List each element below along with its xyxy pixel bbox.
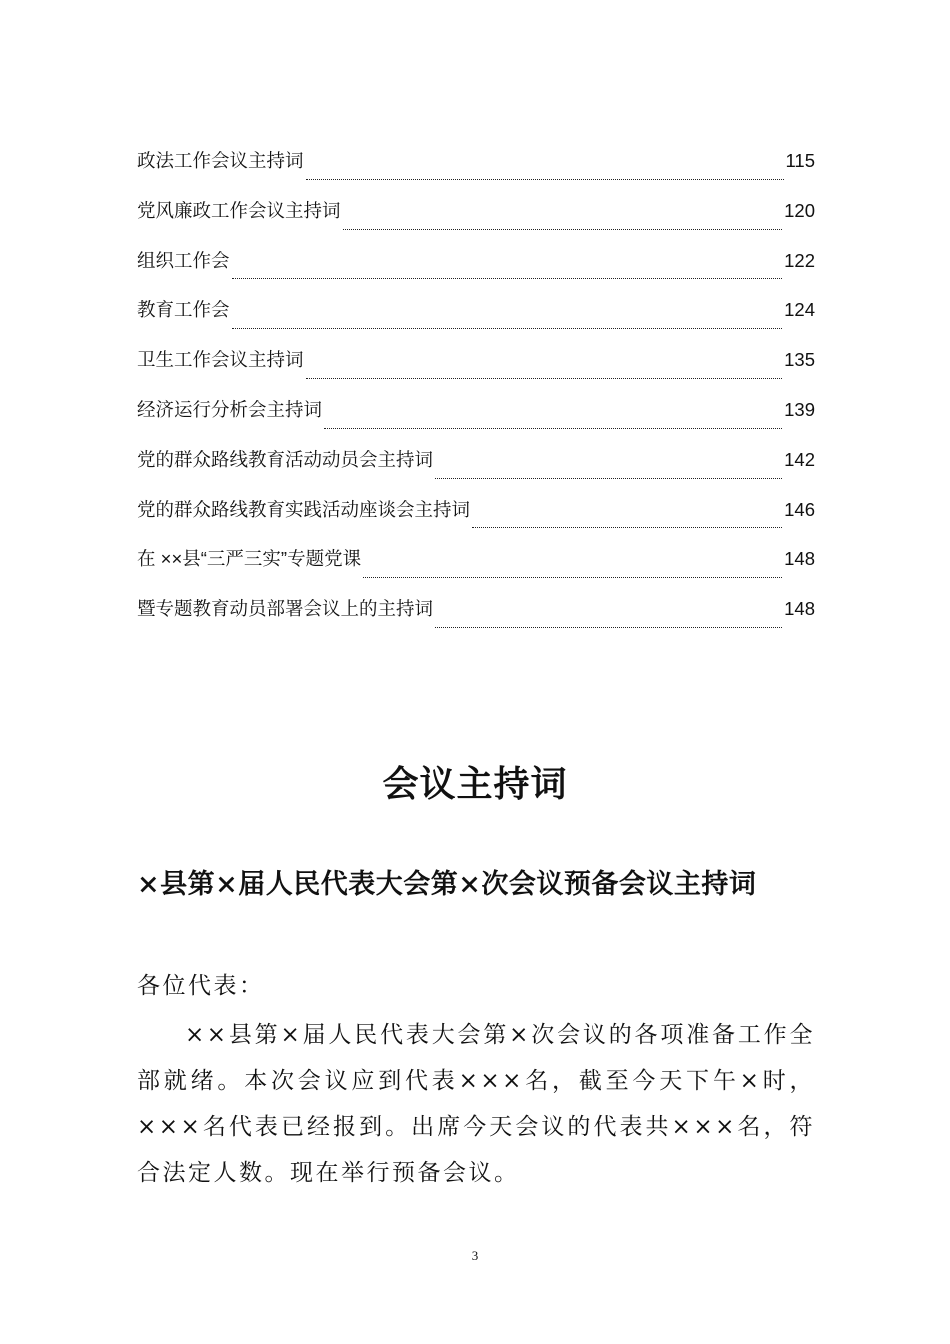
toc-entry-page: 142 xyxy=(784,448,815,470)
toc-leader-dots xyxy=(343,229,783,230)
toc-entry[interactable] xyxy=(137,595,815,645)
toc-entry[interactable] xyxy=(137,496,815,546)
toc-entry-title: 经济运行分析会主持词 xyxy=(137,398,323,420)
toc-entry-title: 党的群众路线教育实践活动座谈会主持词 xyxy=(137,498,471,520)
toc-entry-page: 148 xyxy=(784,548,815,570)
toc-leader-dots xyxy=(324,428,782,429)
toc-entry[interactable] xyxy=(137,545,815,595)
toc-entry-title: 党风廉政工作会议主持词 xyxy=(137,199,341,221)
toc-leader-dots xyxy=(435,478,782,479)
toc-leader-dots xyxy=(232,278,783,279)
toc-entry[interactable] xyxy=(137,446,815,496)
toc-entry-title: 组织工作会 xyxy=(137,249,230,271)
toc-entry-page: 122 xyxy=(784,249,815,271)
toc-entry-page: 124 xyxy=(784,299,815,321)
toc-leader-dots xyxy=(306,179,784,180)
toc-leader-dots xyxy=(435,627,782,628)
toc-entry[interactable] xyxy=(137,346,815,396)
toc-entry[interactable] xyxy=(137,296,815,346)
toc-entry-page: 139 xyxy=(784,398,815,420)
page-number: 3 xyxy=(471,1248,479,1263)
toc-entry-page: 148 xyxy=(784,598,815,620)
toc-entry[interactable] xyxy=(137,147,815,197)
toc-leader-dots xyxy=(232,328,783,329)
toc-entry[interactable] xyxy=(137,197,815,247)
body-paragraph: ××县第×届人民代表大会第×次会议的各项准备工作全部就绪。本次会议应到代表×××名，截至今天下午×时，×××名代表已经报到。出席今天会议的代表共×××名，符合法定人数。现在举行预备会议。 xyxy=(137,1022,815,1186)
toc-leader-dots xyxy=(363,577,782,578)
toc-entry-page: 135 xyxy=(784,349,815,371)
document-title: 会议主持词 xyxy=(382,763,568,805)
table-of-contents xyxy=(137,147,815,645)
speech-title: ×县第×届人民代表大会第×次会议预备会议主持词 xyxy=(137,869,757,900)
toc-entry-page: 115 xyxy=(785,150,815,171)
toc-leader-dots xyxy=(472,527,782,528)
toc-leader-dots xyxy=(306,378,783,379)
toc-entry-title: 暨专题教育动员部署会议上的主持词 xyxy=(137,598,434,620)
toc-entry-title: 卫生工作会议主持词 xyxy=(137,349,304,371)
greeting: 各位代表： xyxy=(137,973,265,999)
toc-entry[interactable] xyxy=(137,396,815,446)
toc-entry-title: 教育工作会 xyxy=(137,299,230,321)
toc-entry-page: 120 xyxy=(784,199,815,221)
toc-entry-title: 在 ××县“三严三实”专题党课 xyxy=(137,548,362,570)
toc-entry-page: 146 xyxy=(784,498,815,520)
toc-entry-title: 政法工作会议主持词 xyxy=(137,150,304,171)
toc-entry-title: 党的群众路线教育活动动员会主持词 xyxy=(137,448,434,470)
toc-entry[interactable] xyxy=(137,247,815,297)
